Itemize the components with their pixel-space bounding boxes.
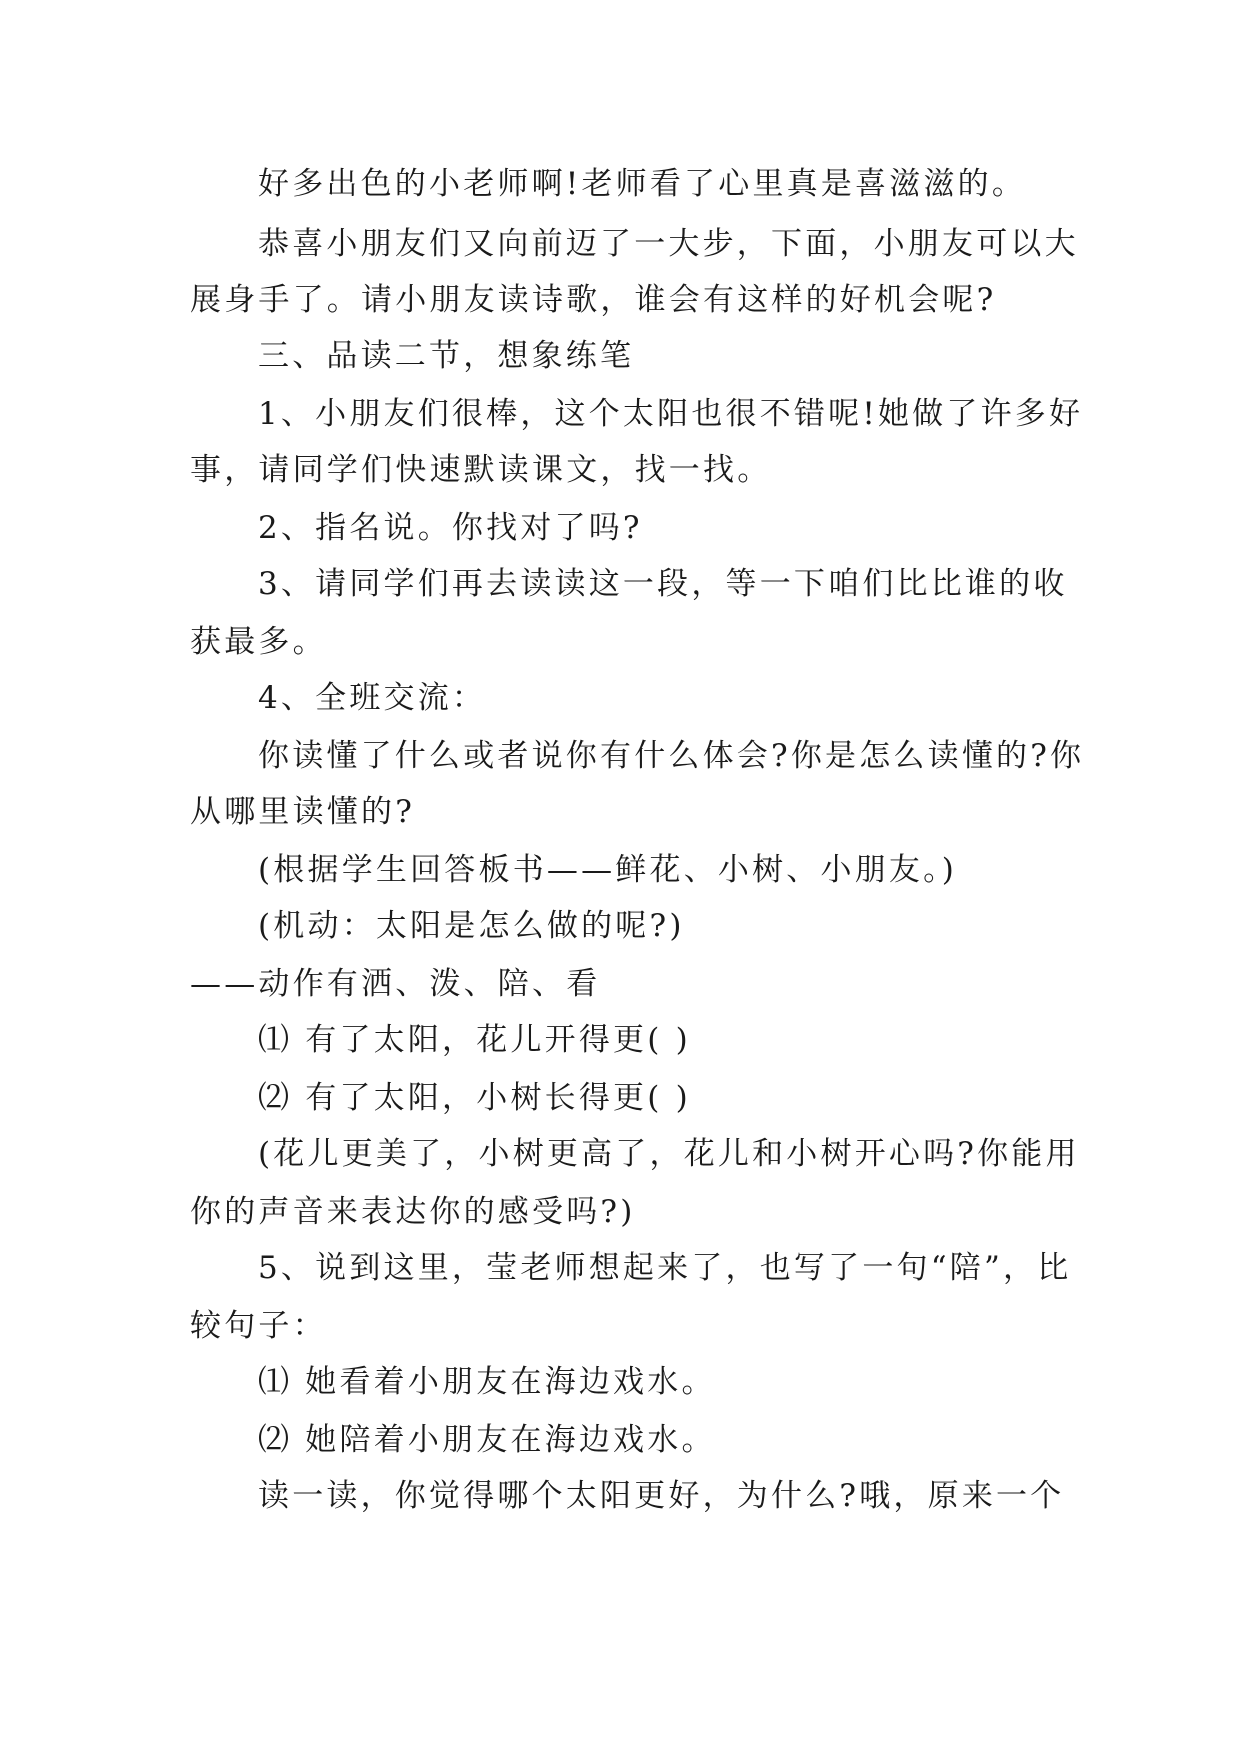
text-line: ⑵ 有了太阳，小树长得更( )	[258, 1080, 691, 1116]
text-line: 2、指名说。你找对了吗?	[258, 510, 643, 546]
text-line: 3、请同学们再去读读这一段，等一下咱们比比谁的收	[258, 566, 1068, 602]
text-line: (花儿更美了，小树更高了，花儿和小树开心吗?你能用	[258, 1136, 1080, 1172]
text-line: 从哪里读懂的?	[190, 794, 416, 830]
text-line: ——动作有洒、泼、陪、看	[190, 966, 601, 1002]
text-line: 4、全班交流：	[258, 680, 487, 716]
text-line: 事，请同学们快速默读课文，找一找。	[190, 452, 772, 488]
text-line: 获最多。	[190, 624, 327, 660]
text-line: 恭喜小朋友们又向前迈了一大步，下面，小朋友可以大	[258, 226, 1079, 262]
text-line: ⑴ 她看着小朋友在海边戏水。	[258, 1364, 716, 1400]
text-line: (根据学生回答板书——鲜花、小树、小朋友。)	[258, 852, 958, 888]
text-line: (机动：太阳是怎么做的呢?)	[258, 908, 685, 944]
text-line: 你的声音来表达你的感受吗?)	[190, 1194, 636, 1230]
text-line: ⑴ 有了太阳，花儿开得更( )	[258, 1022, 691, 1058]
section-heading: 三、品读二节，想象练笔	[258, 338, 635, 374]
text-line: 好多出色的小老师啊!老师看了心里真是喜滋滋的。	[258, 166, 1027, 202]
text-line: ⑵ 她陪着小朋友在海边戏水。	[258, 1422, 716, 1458]
text-line: 1、小朋友们很棒，这个太阳也很不错呢!她做了许多好	[258, 396, 1084, 432]
text-line: 你读懂了什么或者说你有什么体会?你是怎么读懂的?你	[258, 738, 1085, 774]
text-line: 较句子：	[190, 1308, 327, 1344]
text-line: 展身手了。请小朋友读诗歌，谁会有这样的好机会呢?	[190, 282, 997, 318]
text-line: 5、说到这里，莹老师想起来了，也写了一句“陪”，比	[258, 1250, 1072, 1286]
text-line: 读一读，你觉得哪个太阳更好，为什么?哦，原来一个	[258, 1478, 1065, 1514]
